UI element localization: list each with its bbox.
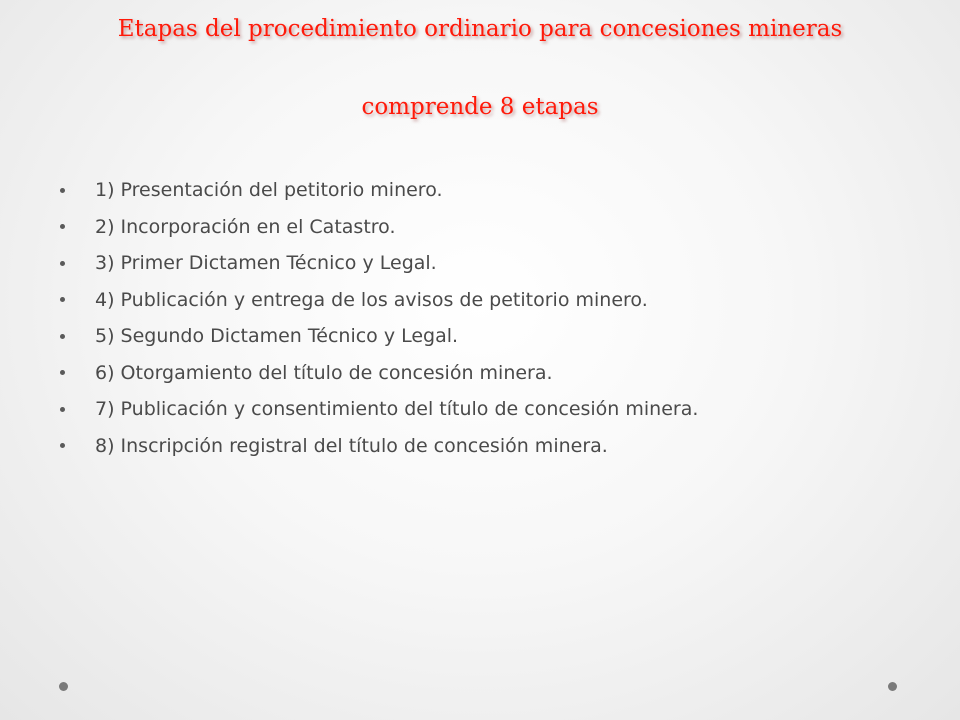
list-item bbox=[60, 355, 698, 392]
bullet-icon bbox=[60, 334, 65, 339]
list-item-text: 6) Otorgamiento del título de concesión minera. bbox=[95, 361, 553, 384]
slide-subtitle: comprende 8 etapas bbox=[361, 94, 599, 120]
bullet-icon bbox=[60, 224, 65, 229]
list-item bbox=[60, 391, 698, 428]
list-item-text: 8) Inscripción registral del título de concesión minera. bbox=[95, 434, 608, 457]
corner-dot-icon bbox=[59, 682, 68, 691]
stages-list bbox=[60, 172, 698, 464]
bullet-icon bbox=[60, 370, 65, 375]
slide-title: Etapas del procedimiento ordinario para concesiones mineras bbox=[117, 16, 843, 42]
list-item bbox=[60, 172, 698, 209]
list-item-text: 5) Segundo Dictamen Técnico y Legal. bbox=[95, 325, 459, 348]
list-item bbox=[60, 428, 698, 465]
list-item bbox=[60, 209, 698, 246]
list-item bbox=[60, 318, 698, 355]
list-item-text: 7) Publicación y consentimiento del título de concesión minera. bbox=[95, 398, 699, 421]
list-item bbox=[60, 245, 698, 282]
corner-dot-icon bbox=[888, 682, 897, 691]
list-item bbox=[60, 282, 698, 319]
bullet-icon bbox=[60, 188, 65, 193]
list-item-text: 1) Presentación del petitorio minero. bbox=[95, 179, 443, 202]
list-item-text: 4) Publicación y entrega de los avisos de petitorio minero. bbox=[95, 288, 648, 311]
list-item-text: 2) Incorporación en el Catastro. bbox=[95, 215, 396, 238]
bullet-icon bbox=[60, 443, 65, 448]
bullet-icon bbox=[60, 297, 65, 302]
bullet-icon bbox=[60, 407, 65, 412]
bullet-icon bbox=[60, 261, 65, 266]
list-item-text: 3) Primer Dictamen Técnico y Legal. bbox=[95, 252, 437, 275]
